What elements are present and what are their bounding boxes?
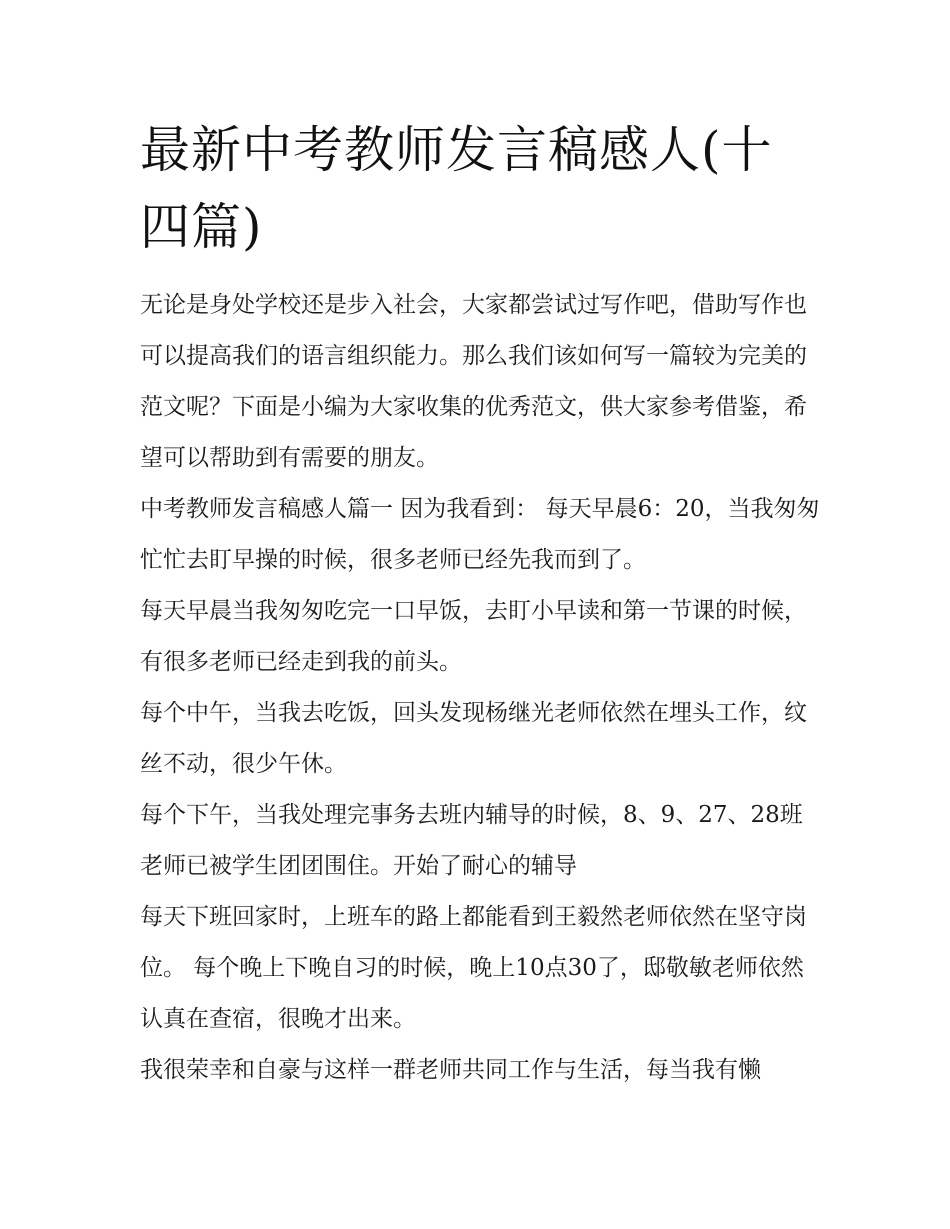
paragraph-intro: 无论是身处学校还是步入社会，大家都尝试过写作吧，借助写作也可以提高我们的语言组织能力。那么我们该如何写一篇较为完美的范文呢？下面是小编为大家收集的优秀范文，供大家参考借鉴，希望可以帮助到有需要的朋友。 bbox=[140, 292, 807, 471]
paragraph-6: 我很荣幸和自豪与这样一群老师共同工作与生活，每当我有懒 bbox=[140, 1057, 761, 1083]
page-title: 最新中考教师发言稿感人(十四篇) bbox=[140, 121, 773, 256]
paragraph-3: 每个中午，当我去吃饭，回头发现杨继光老师依然在埋头工作，纹丝不动，很少午休。 bbox=[140, 700, 807, 777]
document-body bbox=[140, 280, 820, 1096]
paragraph-2: 每天早晨当我匆匆吃完一口早饭，去盯小早读和第一节课的时候，有很多老师已经走到我的前头。 bbox=[140, 598, 807, 675]
paragraph-5: 每天下班回家时，上班车的路上都能看到王毅然老师依然在坚守岗位。 每个晚上下晚自习的时候，晚上10点30了，邸敬敏老师依然认真在查宿，很晚才出来。 bbox=[140, 904, 807, 1032]
paragraph-4: 每个下午，当我处理完事务去班内辅导的时候，8、9、27、28班老师已被学生团团围住。开始了耐心的辅导 bbox=[140, 802, 803, 879]
paragraph-1: 中考教师发言稿感人篇一 因为我看到： 每天早晨6：20，当我匆匆忙忙去盯早操的时候，很多老师已经先我而到了。 bbox=[140, 496, 820, 573]
